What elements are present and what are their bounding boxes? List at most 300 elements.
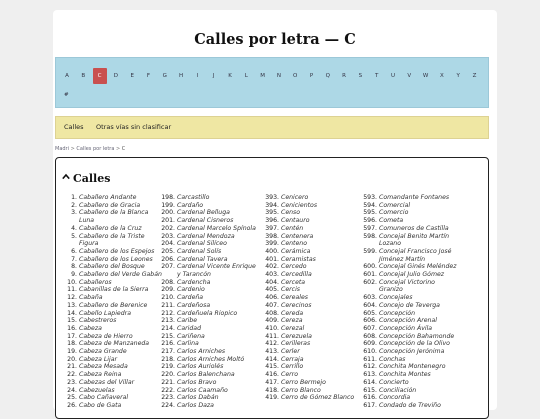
street-item[interactable] (158, 202, 256, 210)
street-link[interactable]: Cerler (281, 348, 300, 356)
street-link[interactable]: Carlos Auriolés (177, 363, 224, 371)
street-number: 224. (161, 401, 175, 409)
street-link[interactable]: Concejal Francisco José (379, 247, 452, 255)
street-number: 605. (363, 309, 377, 317)
street-link[interactable]: Concejo de Teverga (379, 301, 440, 309)
street-link[interactable]: Conciliación (379, 386, 417, 394)
street-item[interactable] (64, 294, 162, 302)
street-number: 12. (67, 294, 77, 302)
street-link[interactable]: Concejal Victorino (379, 278, 435, 286)
street-link[interactable]: Cercedilla (281, 271, 312, 279)
street-link[interactable]: Cabo Cañaveral (79, 394, 129, 402)
street-number: 211. (161, 301, 175, 309)
street-link[interactable]: Caballero de los Espejos (79, 247, 155, 255)
letter-link-y[interactable]: Y (456, 73, 460, 79)
letter-link-o[interactable]: O (293, 73, 298, 79)
breadcrumb (55, 146, 125, 152)
street-link[interactable]: Cerro Bermejo (281, 378, 326, 386)
street-item[interactable] (64, 256, 162, 264)
street-link[interactable]: Comuneros de Castilla (379, 224, 449, 232)
street-number: 414. (265, 355, 279, 363)
street-link[interactable]: Cercedo (281, 263, 307, 271)
street-link[interactable]: Cardenio (177, 286, 205, 294)
chevron-up-icon[interactable] (62, 173, 70, 181)
street-number: 611. (363, 355, 377, 363)
tab-calles[interactable]: Calles (64, 123, 84, 131)
street-item[interactable] (360, 394, 456, 402)
street-link[interactable]: Cabeza Lijar (79, 355, 118, 363)
street-number: 1. (71, 194, 77, 201)
street-link[interactable]: Cabello Lapiedra (79, 309, 131, 317)
street-item[interactable] (262, 217, 354, 225)
street-link-continued[interactable]: Jiménez Martín (379, 255, 426, 263)
street-number: 9. (71, 271, 77, 279)
street-link[interactable]: Cereales (281, 294, 309, 302)
letter-link-j[interactable]: J (212, 73, 215, 79)
street-link[interactable]: Censo (281, 209, 301, 217)
street-item[interactable] (262, 225, 354, 233)
street-link[interactable]: Carlos Arniches (177, 348, 226, 356)
street-item[interactable] (64, 286, 162, 294)
letter-link-d[interactable]: D (113, 73, 119, 79)
street-link[interactable]: Concepción Arenal (379, 317, 437, 325)
street-item[interactable] (262, 379, 354, 387)
street-number: 5. (71, 232, 77, 240)
street-number: 408. (265, 309, 279, 317)
letter-link-x[interactable]: X (440, 73, 444, 79)
street-link[interactable]: Cerámica (281, 247, 311, 255)
street-link[interactable]: Cerro (281, 371, 299, 379)
street-number: 204. (161, 240, 175, 248)
street-number: 401. (265, 255, 279, 263)
street-link[interactable]: Cardenal Cisneros (177, 217, 234, 225)
street-link[interactable]: Cerro de Gómez Blanco (281, 394, 355, 402)
street-number: 203. (161, 232, 175, 240)
street-item[interactable] (360, 202, 456, 210)
breadcrumb-parent[interactable]: Calles por letra (76, 146, 115, 152)
breadcrumb-home[interactable]: Madri (55, 146, 69, 152)
street-link[interactable]: Cometa (379, 217, 404, 225)
street-link[interactable]: Carcastillo (177, 194, 210, 201)
street-link[interactable]: Caballero del Bosque (79, 263, 145, 271)
letter-link-t[interactable]: T (375, 73, 379, 79)
street-link-continued[interactable]: y Tarancón (177, 271, 211, 279)
street-link[interactable]: Cerceta (281, 278, 306, 286)
street-number: 616. (363, 394, 377, 402)
street-link[interactable]: Cercis (281, 286, 301, 294)
street-number: 409. (265, 317, 279, 325)
street-link[interactable]: Carlos Caamaño (177, 386, 228, 394)
street-link[interactable]: Cardenal Vicente Enrique (177, 263, 256, 271)
street-item[interactable] (360, 387, 456, 395)
letter-link-f[interactable]: F (146, 73, 151, 79)
street-link[interactable]: Cabeza de Manzaneda (79, 340, 150, 348)
street-number: 609. (363, 340, 377, 348)
street-link[interactable]: Cabaña (79, 294, 103, 302)
street-number: 597. (363, 224, 377, 232)
letter-link-h[interactable]: H (179, 73, 184, 79)
street-item[interactable] (64, 363, 162, 371)
street-link[interactable]: Cardencha (177, 278, 211, 286)
street-link[interactable]: Cabeza Grande (79, 348, 127, 356)
street-number: 207. (161, 263, 175, 271)
letter-link-z[interactable]: Z (472, 73, 477, 79)
street-number: 412. (265, 340, 279, 348)
street-link[interactable]: Caballero del Verde Gabán (79, 271, 162, 279)
street-number: 615. (363, 386, 377, 394)
street-item[interactable] (262, 371, 354, 379)
street-item[interactable] (158, 209, 256, 217)
street-link[interactable]: Comandante Fontanes (379, 194, 450, 201)
street-item[interactable] (158, 402, 256, 410)
street-link[interactable]: Cabeza (79, 324, 102, 332)
street-item[interactable] (158, 286, 256, 294)
tabs-bar (55, 116, 489, 139)
street-item[interactable] (64, 194, 162, 202)
street-number: 13. (67, 301, 77, 309)
street-item[interactable] (360, 225, 456, 233)
street-link[interactable]: Cardeñuela Riopico (177, 309, 238, 317)
street-number: 608. (363, 332, 377, 340)
street-link[interactable]: Condado de Treviño (379, 401, 441, 409)
street-link[interactable]: Cenicero (281, 194, 309, 201)
street-link[interactable]: Cereza (281, 317, 303, 325)
street-link[interactable]: Cardenal Silíceo (177, 240, 227, 248)
street-item[interactable] (158, 194, 256, 202)
street-item[interactable] (262, 348, 354, 356)
street-item[interactable] (158, 379, 256, 387)
street-number: 603. (363, 294, 377, 302)
street-link[interactable]: Conchas (379, 355, 406, 363)
street-number: 415. (265, 363, 279, 371)
street-item[interactable] (158, 317, 256, 325)
street-item[interactable] (262, 248, 354, 256)
street-number: 403. (265, 271, 279, 279)
street-link[interactable]: Caballero de la Triste (79, 232, 145, 240)
streets-column-3 (262, 194, 354, 402)
street-item[interactable] (158, 294, 256, 302)
street-item[interactable] (262, 317, 354, 325)
street-link[interactable]: Centeno (281, 240, 307, 248)
street-item[interactable] (360, 302, 456, 310)
street-item[interactable] (64, 379, 162, 387)
street-link[interactable]: Concepción (379, 309, 415, 317)
street-item[interactable] (64, 371, 162, 379)
street-link[interactable]: Cerecinos (281, 301, 312, 309)
street-link[interactable]: Concejal Benito Martín (379, 232, 450, 240)
street-number: 22. (67, 371, 77, 379)
street-number: 206. (161, 255, 175, 263)
street-item[interactable] (262, 194, 354, 202)
street-number: 17. (67, 332, 77, 340)
letter-link-w[interactable]: W (422, 73, 429, 79)
street-item[interactable] (158, 394, 256, 402)
street-item[interactable] (64, 340, 162, 348)
street-item[interactable] (64, 302, 162, 310)
street-link[interactable]: Carlina (177, 340, 199, 348)
street-item[interactable] (158, 310, 256, 318)
street-number: 14. (67, 309, 77, 317)
page-card (53, 10, 497, 410)
street-item[interactable] (158, 325, 256, 333)
letter-link-s[interactable]: S (358, 73, 363, 79)
street-item[interactable] (360, 248, 456, 263)
street-link[interactable]: Cerro Blanco (281, 386, 321, 394)
street-number: 604. (363, 301, 377, 309)
street-link[interactable]: Cardenal Mendoza (177, 232, 235, 240)
street-link[interactable]: Caballero de los Leones (79, 255, 153, 263)
street-item[interactable] (262, 240, 354, 248)
street-item[interactable] (360, 233, 456, 248)
street-item[interactable] (262, 209, 354, 217)
street-item[interactable] (262, 202, 354, 210)
letter-link-b[interactable]: B (81, 73, 86, 79)
street-link-continued[interactable]: Granizo (379, 286, 403, 294)
street-link[interactable]: Cenicientos (281, 201, 318, 209)
letter-link-p[interactable]: P (309, 73, 314, 79)
street-item[interactable] (262, 294, 354, 302)
street-item[interactable] (262, 340, 354, 348)
street-link[interactable]: Comercial (379, 201, 411, 209)
street-number: 220. (161, 371, 175, 379)
street-link[interactable]: Cabeza de Hierro (79, 332, 133, 340)
street-link[interactable]: Cerraja (281, 355, 304, 363)
street-item[interactable] (360, 348, 456, 356)
street-item[interactable] (262, 279, 354, 287)
page-title: Calles por letra — C (194, 31, 356, 48)
street-number: 218. (161, 355, 175, 363)
street-link[interactable]: Caballero Andante (79, 194, 137, 201)
street-item[interactable] (64, 233, 162, 248)
street-item[interactable] (360, 209, 456, 217)
street-item[interactable] (262, 325, 354, 333)
street-number: 198. (161, 194, 175, 201)
letter-link-k[interactable]: K (228, 73, 232, 79)
street-item[interactable] (158, 225, 256, 233)
street-number: 200. (161, 209, 175, 217)
street-item[interactable] (64, 279, 162, 287)
street-item[interactable] (360, 194, 456, 202)
street-item[interactable] (360, 263, 456, 271)
street-link[interactable]: Cerezuela (281, 332, 312, 340)
street-item[interactable] (64, 271, 162, 279)
street-item[interactable] (360, 371, 456, 379)
street-link[interactable]: Cerrillo (281, 363, 304, 371)
street-item[interactable] (64, 387, 162, 395)
street-item[interactable] (158, 348, 256, 356)
street-link[interactable]: Ceramistas (281, 255, 316, 263)
street-number: 219. (161, 363, 175, 371)
street-link[interactable]: Caballero de Berenice (79, 301, 148, 309)
letter-link-n[interactable]: N (276, 73, 281, 79)
street-number: 594. (363, 201, 377, 209)
street-item[interactable] (64, 209, 162, 224)
letter-link-v[interactable]: V (407, 73, 412, 79)
street-link[interactable]: Carlos Arniches Moltó (177, 355, 245, 363)
tab-otras-vias[interactable]: Otras vías sin clasificar (96, 123, 172, 131)
street-item[interactable] (158, 248, 256, 256)
street-link[interactable]: Concepción Ávila (379, 324, 433, 332)
letter-link-c[interactable]: C (93, 68, 107, 84)
street-link[interactable]: Cabeza Reina (79, 371, 122, 379)
street-item[interactable] (360, 217, 456, 225)
street-link[interactable]: Cariñena (177, 332, 205, 340)
street-link[interactable]: Cardeñosa (177, 301, 211, 309)
alphabet-hash-link[interactable]: # (64, 92, 69, 98)
street-item[interactable] (262, 263, 354, 271)
street-link[interactable]: Concierto (379, 378, 409, 386)
street-link[interactable]: Cereda (281, 309, 304, 317)
street-number: 402. (265, 263, 279, 271)
street-link[interactable]: Carlos Daza (177, 401, 214, 409)
street-number: 213. (161, 317, 175, 325)
street-number: 612. (363, 363, 377, 371)
street-link[interactable]: Centenera (281, 232, 314, 240)
street-item[interactable] (64, 325, 162, 333)
street-number: 223. (161, 394, 175, 402)
street-item[interactable] (262, 302, 354, 310)
street-number: 210. (161, 294, 175, 302)
letter-link-i[interactable]: I (196, 73, 199, 79)
street-link[interactable]: Caballero de la Blanca (79, 209, 149, 217)
street-link-continued[interactable]: Figura (79, 240, 99, 248)
street-link[interactable]: Cabanillas de la Sierra (79, 286, 149, 294)
street-link[interactable]: Concejal Julio Gómez (379, 271, 445, 279)
street-item[interactable] (158, 279, 256, 287)
street-item[interactable] (64, 402, 162, 410)
street-item[interactable] (64, 348, 162, 356)
street-link[interactable]: Cardenal Solís (177, 247, 222, 255)
street-link[interactable]: Conchita Montes (379, 371, 431, 379)
street-item[interactable] (262, 233, 354, 241)
street-number: 199. (161, 201, 175, 209)
street-link[interactable]: Carlos Balenchana (177, 371, 235, 379)
street-item[interactable] (64, 333, 162, 341)
street-link-continued[interactable]: Luna (79, 217, 95, 225)
street-item[interactable] (360, 340, 456, 348)
street-number: 216. (161, 340, 175, 348)
street-link[interactable]: Cabezas del Villar (79, 378, 135, 386)
street-link[interactable]: Cabezuelas (79, 386, 115, 394)
street-link[interactable]: Cerezal (281, 324, 305, 332)
street-link[interactable]: Cardaño (177, 201, 204, 209)
street-item[interactable] (262, 256, 354, 264)
street-item[interactable] (158, 371, 256, 379)
street-item[interactable] (158, 217, 256, 225)
street-item[interactable] (158, 340, 256, 348)
street-number: 4. (71, 224, 77, 232)
street-number: 617. (363, 401, 377, 409)
street-link[interactable]: Concepción de la Olivo (379, 340, 450, 348)
street-item[interactable] (360, 279, 456, 294)
street-link[interactable]: Concordia (379, 394, 411, 402)
street-link[interactable]: Carlos Bravo (177, 378, 217, 386)
street-link[interactable]: Concepción Jerónima (379, 348, 445, 356)
street-number: 19. (67, 348, 77, 356)
letter-link-g[interactable]: G (162, 73, 167, 79)
street-item[interactable] (360, 379, 456, 387)
street-link[interactable]: Cerilleras (281, 340, 311, 348)
street-link[interactable]: Cardenal Marcelo Spínola (177, 224, 256, 232)
street-link[interactable]: Caballero de la Cruz (79, 224, 142, 232)
street-item[interactable] (64, 394, 162, 402)
street-item[interactable] (262, 310, 354, 318)
street-item[interactable] (64, 317, 162, 325)
street-item[interactable] (262, 271, 354, 279)
street-number: 599. (363, 247, 377, 255)
street-link[interactable]: Concepción Bahamonde (379, 332, 455, 340)
street-link[interactable]: Caridad (177, 324, 202, 332)
street-number: 10. (67, 278, 77, 286)
street-item[interactable] (64, 202, 162, 210)
street-link[interactable]: Cardenal Tavera (177, 255, 228, 263)
street-link[interactable]: Caballero de Gracia (79, 201, 141, 209)
street-item[interactable] (158, 263, 256, 278)
street-link[interactable]: Cardeña (177, 294, 204, 302)
street-link[interactable]: Cabestreros (79, 317, 117, 325)
street-item[interactable] (262, 394, 354, 402)
street-item[interactable] (360, 317, 456, 325)
street-link[interactable]: Conchita Montenegro (379, 363, 446, 371)
street-link[interactable]: Carlos Dabán (177, 394, 219, 402)
street-number: 400. (265, 247, 279, 255)
street-item[interactable] (262, 363, 354, 371)
letter-link-u[interactable]: U (390, 73, 396, 79)
street-link[interactable]: Centauro (281, 217, 310, 225)
street-number: 610. (363, 348, 377, 356)
street-number: 24. (67, 386, 77, 394)
street-item[interactable] (360, 402, 456, 410)
street-item[interactable] (158, 240, 256, 248)
street-item[interactable] (158, 333, 256, 341)
letter-link-r[interactable]: R (342, 73, 346, 79)
street-number: 593. (363, 194, 377, 201)
letter-link-e[interactable]: E (130, 73, 134, 79)
street-item[interactable] (64, 248, 162, 256)
street-link[interactable]: Cabo de Gata (79, 401, 122, 409)
street-item[interactable] (360, 294, 456, 302)
street-number: 3. (71, 209, 77, 217)
street-link[interactable]: Concejal Ginés Meléndez (379, 263, 457, 271)
streets-column-1 (64, 194, 162, 410)
street-link[interactable]: Comercio (379, 209, 409, 217)
street-item[interactable] (262, 286, 354, 294)
street-item[interactable] (262, 333, 354, 341)
street-item[interactable] (158, 363, 256, 371)
section-header[interactable] (62, 172, 110, 185)
street-item[interactable] (158, 302, 256, 310)
letter-link-l[interactable]: L (244, 73, 248, 79)
letter-link-m[interactable]: M (260, 73, 265, 79)
letter-link-a[interactable]: A (65, 73, 69, 79)
street-item[interactable] (64, 225, 162, 233)
street-item[interactable] (64, 356, 162, 364)
street-link[interactable]: Cabeza Mesada (79, 363, 128, 371)
street-link[interactable]: Centén (281, 224, 304, 232)
street-item[interactable] (360, 271, 456, 279)
street-number: 395. (265, 209, 279, 217)
street-link-continued[interactable]: Lozano (379, 240, 401, 248)
street-item[interactable] (262, 356, 354, 364)
street-item[interactable] (360, 325, 456, 333)
street-number: 416. (265, 371, 279, 379)
letter-link-q[interactable]: Q (325, 73, 330, 79)
street-link[interactable]: Cardenal Belluga (177, 209, 230, 217)
street-link[interactable]: Concejales (379, 294, 413, 302)
street-item[interactable] (64, 263, 162, 271)
street-link[interactable]: Caribe (177, 317, 198, 325)
street-link[interactable]: Caballeros (79, 278, 112, 286)
